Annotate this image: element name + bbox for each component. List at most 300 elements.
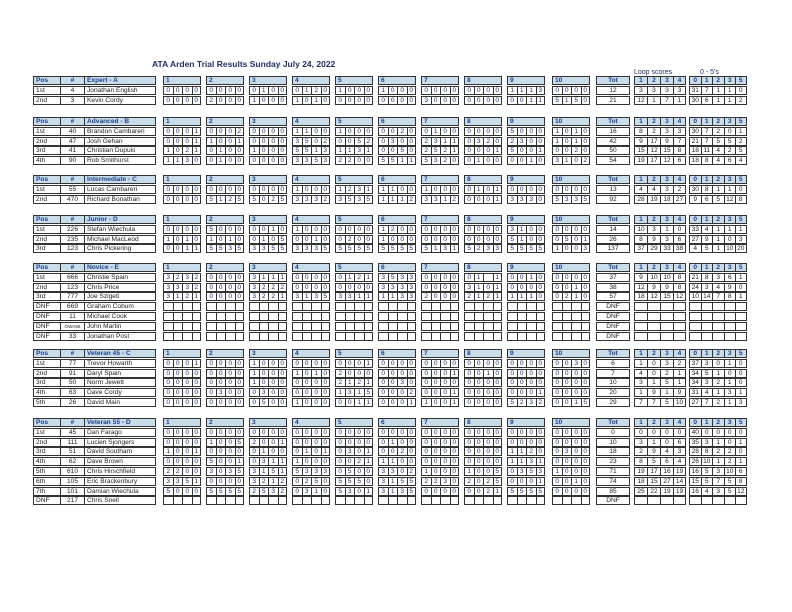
section-score: 3: [249, 244, 259, 253]
loop-score: 8: [673, 146, 686, 155]
rider-total: 74: [596, 477, 630, 486]
section-score: 1: [163, 235, 173, 244]
section-score: 3: [571, 195, 581, 204]
section-score: 0: [321, 438, 331, 447]
section-score: 3: [292, 292, 302, 301]
section-score: 0: [268, 127, 278, 136]
section-score: [345, 322, 355, 331]
fives-count: 27: [689, 398, 701, 407]
section-score: 0: [182, 457, 192, 466]
fives-count: 4: [701, 388, 713, 397]
loop-score: 1: [647, 438, 660, 447]
loop-score: 12: [647, 292, 660, 301]
section-score: 0: [335, 359, 345, 368]
fives-count: 27: [689, 235, 701, 244]
section-score: [321, 322, 331, 331]
section-score: 0: [192, 369, 202, 378]
rider-number: 90: [60, 156, 84, 165]
fives-count: 1: [712, 86, 724, 95]
section-score: 1: [493, 292, 503, 301]
section-score: 1: [571, 283, 581, 292]
section-score: [235, 322, 245, 331]
section-score: 1: [354, 292, 364, 301]
section-score: 0: [216, 283, 226, 292]
loop-score: 12: [634, 96, 647, 105]
section-score: 5: [268, 244, 278, 253]
section-score: 0: [431, 487, 441, 496]
section-score: 3: [249, 292, 259, 301]
rider-total: 20: [596, 388, 630, 397]
section-score: 0: [581, 127, 591, 136]
rider-number: 62: [60, 457, 84, 466]
fives-count: 4: [735, 156, 747, 165]
fives-header: 2: [712, 418, 724, 427]
section-score: 0: [378, 438, 388, 447]
section-score: 1: [192, 359, 202, 368]
section-header: 9: [507, 263, 545, 272]
section-score: 0: [571, 487, 581, 496]
section-header: 2: [206, 263, 244, 272]
loop-score: [634, 302, 647, 311]
section-header: 1: [163, 76, 201, 85]
section-score: 0: [493, 137, 503, 146]
section-score: 1: [450, 146, 460, 155]
section-score: 0: [235, 185, 245, 194]
section-score: 2: [259, 477, 269, 486]
loop-score: 38: [673, 244, 686, 253]
section-score: 2: [278, 283, 288, 292]
section-score: [235, 496, 245, 505]
section-score: 0: [507, 477, 517, 486]
section-score: 5: [206, 225, 216, 234]
section-score: 0: [571, 438, 581, 447]
section-score: 1: [562, 96, 572, 105]
section-score: 5: [388, 244, 398, 253]
fives-count: 5: [724, 137, 736, 146]
section-score: 5: [216, 487, 226, 496]
section-score: 0: [268, 447, 278, 456]
section-score: 0: [407, 428, 417, 437]
section-score: 0: [431, 359, 441, 368]
section-score: 3: [407, 292, 417, 301]
section-header: 6: [378, 175, 416, 184]
section-score: 2: [335, 156, 345, 165]
section-score: 3: [335, 292, 345, 301]
fives-count: 1: [735, 438, 747, 447]
section-score: 0: [225, 369, 235, 378]
fives-count: 1: [724, 359, 736, 368]
rider-name: John Martin: [84, 322, 156, 331]
section-score: 2: [321, 137, 331, 146]
section-score: 1: [536, 96, 546, 105]
section-score: 0: [450, 457, 460, 466]
rider-total: 42: [596, 137, 630, 146]
section-score: 0: [474, 359, 484, 368]
section-score: 0: [173, 398, 183, 407]
section-score: 0: [235, 283, 245, 292]
section-score: 1: [421, 467, 431, 476]
rider-total: DNF: [596, 332, 630, 341]
section-score: 0: [216, 369, 226, 378]
section-score: 0: [335, 225, 345, 234]
section-score: [249, 496, 259, 505]
section-score: 0: [173, 195, 183, 204]
section-score: 0: [278, 428, 288, 437]
section-score: 3: [354, 146, 364, 155]
number-header: #: [60, 175, 84, 184]
section-score: [249, 322, 259, 331]
fives-count: 0: [712, 428, 724, 437]
section-score: 0: [536, 273, 546, 282]
loop-score: 33: [660, 244, 673, 253]
section-score: 0: [206, 86, 216, 95]
section-score: 0: [526, 438, 536, 447]
section-score: 0: [483, 86, 493, 95]
rider-pos: 1st: [33, 86, 60, 95]
section-score: 0: [335, 428, 345, 437]
section-score: 0: [321, 127, 331, 136]
rider-name: Daryl Spain: [84, 369, 156, 378]
section-score: [552, 302, 562, 311]
section-score: 0: [192, 225, 202, 234]
section-score: 5: [235, 487, 245, 496]
section-score: 0: [345, 225, 355, 234]
total-header: Tot: [596, 215, 630, 224]
section-score: 0: [292, 273, 302, 282]
section-score: 0: [206, 146, 216, 155]
section-score: [421, 312, 431, 321]
section-score: 0: [259, 428, 269, 437]
section-score: 0: [235, 398, 245, 407]
section-score: 3: [182, 283, 192, 292]
fives-count: 35: [689, 438, 701, 447]
section-score: 0: [431, 398, 441, 407]
rider-number: 105: [60, 477, 84, 486]
section-score: 0: [552, 86, 562, 95]
rider-number: 55: [60, 185, 84, 194]
section-score: [335, 312, 345, 321]
section-score: 0: [474, 487, 484, 496]
section-score: [278, 302, 288, 311]
section-score: 0: [292, 447, 302, 456]
section-score: 5: [493, 477, 503, 486]
section-header: 3: [249, 175, 287, 184]
fives-count: 28: [689, 447, 701, 456]
section-score: 1: [552, 467, 562, 476]
section-score: 1: [536, 146, 546, 155]
section-score: [483, 312, 493, 321]
section-score: 3: [536, 86, 546, 95]
section-score: 2: [431, 477, 441, 486]
section-score: 0: [163, 185, 173, 194]
section-score: 3: [292, 244, 302, 253]
section-score: 0: [450, 156, 460, 165]
section-score: 0: [249, 185, 259, 194]
section-score: 0: [517, 273, 527, 282]
section-score: 5: [464, 244, 474, 253]
section-score: 0: [407, 96, 417, 105]
loop-score: 19: [673, 467, 686, 476]
rider-number: 4: [60, 86, 84, 95]
fives-count: 0: [724, 438, 736, 447]
section-score: [407, 496, 417, 505]
loop-score: [634, 332, 647, 341]
section-score: [354, 322, 364, 331]
section-score: 1: [536, 477, 546, 486]
section-score: 1: [216, 156, 226, 165]
rider-name: David Southam: [84, 447, 156, 456]
section-score: 1: [216, 195, 226, 204]
section-score: 0: [354, 225, 364, 234]
fives-header: 2: [712, 117, 724, 126]
total-header: Tot: [596, 117, 630, 126]
section-score: 0: [388, 398, 398, 407]
section-score: 2: [235, 127, 245, 136]
section-score: 0: [225, 378, 235, 387]
page-title: ATA Arden Trial Results Sunday July 24, 2022: [152, 59, 336, 69]
section-score: 0: [440, 235, 450, 244]
section-score: [354, 496, 364, 505]
fives-count: 5: [701, 244, 713, 253]
section-score: [397, 312, 407, 321]
section-score: [268, 322, 278, 331]
section-score: 0: [192, 96, 202, 105]
fives-count: 8: [701, 185, 713, 194]
section-header: 3: [249, 349, 287, 358]
section-score: 3: [407, 283, 417, 292]
section-score: [335, 332, 345, 341]
section-score: 0: [397, 388, 407, 397]
section-score: 1: [493, 146, 503, 155]
section-score: [378, 332, 388, 341]
loop-score: 3: [660, 86, 673, 95]
fives-count: 10: [689, 292, 701, 301]
rider-total: 92: [596, 195, 630, 204]
loop-score: 4: [634, 369, 647, 378]
section-score: [302, 302, 312, 311]
section-score: 0: [431, 369, 441, 378]
rider-name: David Main: [84, 398, 156, 407]
section-score: 0: [431, 428, 441, 437]
section-score: 0: [378, 428, 388, 437]
section-score: 3: [536, 467, 546, 476]
section-score: 0: [474, 235, 484, 244]
fives-header: 3: [724, 418, 736, 427]
fives-count: 0: [724, 369, 736, 378]
rider-number: 11: [60, 312, 84, 321]
section-score: 5: [335, 487, 345, 496]
section-score: [182, 322, 192, 331]
section-score: [378, 322, 388, 331]
section-score: 0: [581, 378, 591, 387]
loop-score: 19: [647, 195, 660, 204]
number-header: #: [60, 117, 84, 126]
section-score: [259, 312, 269, 321]
section-score: 0: [259, 146, 269, 155]
section-score: 0: [507, 96, 517, 105]
section-score: 0: [182, 137, 192, 146]
loop-header: 4: [673, 349, 686, 358]
section-score: [493, 332, 503, 341]
loop-score: 29: [647, 244, 660, 253]
rider-pos: 4th: [33, 457, 60, 466]
fives-count: [712, 312, 724, 321]
fives-count: 12: [724, 195, 736, 204]
section-score: 0: [407, 225, 417, 234]
section-score: 0: [216, 398, 226, 407]
section-score: 0: [421, 457, 431, 466]
section-score: 0: [354, 359, 364, 368]
section-score: 3: [225, 467, 235, 476]
section-header: 1: [163, 117, 201, 126]
section-score: 0: [173, 86, 183, 95]
section-score: 0: [440, 467, 450, 476]
section-score: 0: [552, 369, 562, 378]
section-score: 3: [302, 467, 312, 476]
loop-header: 3: [660, 117, 673, 126]
section-score: [354, 312, 364, 321]
section-header: 8: [464, 175, 502, 184]
section-header: 8: [464, 263, 502, 272]
section-score: 5: [345, 195, 355, 204]
section-score: 1: [259, 235, 269, 244]
fives-count: 0: [735, 359, 747, 368]
section-score: 0: [450, 428, 460, 437]
fives-count: 1: [724, 398, 736, 407]
section-score: 5: [259, 398, 269, 407]
section-score: 0: [493, 438, 503, 447]
section-score: 0: [216, 86, 226, 95]
section-score: 5: [407, 244, 417, 253]
section-score: 0: [345, 86, 355, 95]
section-score: 0: [182, 378, 192, 387]
section-score: 0: [345, 283, 355, 292]
section-score: 1: [571, 127, 581, 136]
section-score: [354, 332, 364, 341]
section-score: 0: [278, 185, 288, 194]
fives-count: 20: [735, 244, 747, 253]
section-score: 0: [268, 388, 278, 397]
section-score: 0: [292, 487, 302, 496]
section-score: 0: [321, 283, 331, 292]
section-score: 2: [182, 292, 192, 301]
section-score: 5: [507, 487, 517, 496]
section-score: 0: [552, 388, 562, 397]
section-score: 0: [249, 447, 259, 456]
section-score: 0: [268, 359, 278, 368]
rider-pos: DNF: [33, 302, 60, 311]
section-score: [192, 312, 202, 321]
section-score: 0: [311, 359, 321, 368]
section-score: 0: [235, 292, 245, 301]
loop-score: 5: [660, 398, 673, 407]
section-score: [517, 312, 527, 321]
section-score: 0: [464, 235, 474, 244]
section-score: [268, 302, 278, 311]
section-score: 0: [407, 378, 417, 387]
section-score: 0: [536, 127, 546, 136]
section-score: 0: [517, 127, 527, 136]
section-score: [163, 312, 173, 321]
section-score: 0: [225, 96, 235, 105]
section-score: 5: [354, 244, 364, 253]
fives-count: [724, 496, 736, 505]
rider-name: Michael MacLeod: [84, 235, 156, 244]
section-header: 1: [163, 215, 201, 224]
rider-total: 85: [596, 487, 630, 496]
fives-count: 5: [735, 146, 747, 155]
section-score: [493, 302, 503, 311]
section-score: 5: [388, 273, 398, 282]
section-score: 0: [440, 185, 450, 194]
fives-count: 37: [689, 359, 701, 368]
fives-count: 9: [724, 283, 736, 292]
section-score: 0: [483, 225, 493, 234]
section-score: 2: [278, 487, 288, 496]
section-score: 0: [206, 388, 216, 397]
fives-header: 3: [724, 349, 736, 358]
section-score: 5: [345, 467, 355, 476]
loop-score: 2: [660, 369, 673, 378]
section-score: 0: [464, 86, 474, 95]
loop-score: 6: [673, 438, 686, 447]
section-score: [378, 312, 388, 321]
fives-count: [735, 322, 747, 331]
section-score: 0: [507, 156, 517, 165]
section-score: 1: [192, 137, 202, 146]
section-score: 0: [278, 146, 288, 155]
section-score: 0: [581, 225, 591, 234]
section-score: 0: [407, 359, 417, 368]
loop-header: 3: [660, 349, 673, 358]
section-score: 3: [182, 156, 192, 165]
section-score: 0: [354, 283, 364, 292]
total-header: Tot: [596, 349, 630, 358]
fives-count: 34: [689, 378, 701, 387]
loop-score: 0: [660, 438, 673, 447]
section-score: 0: [182, 388, 192, 397]
section-score: 0: [345, 137, 355, 146]
section-score: 1: [507, 447, 517, 456]
section-score: 5: [302, 146, 312, 155]
section-score: 0: [268, 185, 278, 194]
section-score: 0: [440, 457, 450, 466]
section-score: [431, 332, 441, 341]
section-score: 1: [206, 235, 216, 244]
section-score: 0: [431, 378, 441, 387]
fives-count: 1: [712, 225, 724, 234]
rider-total: 12: [596, 86, 630, 95]
fives-header: 5: [735, 76, 747, 85]
section-score: 0: [421, 283, 431, 292]
section-score: 5: [397, 244, 407, 253]
rider-total: 54: [596, 156, 630, 165]
fives-count: [724, 312, 736, 321]
section-score: 0: [182, 447, 192, 456]
section-score: 1: [259, 447, 269, 456]
section-score: 1: [526, 96, 536, 105]
section-score: 3: [216, 388, 226, 397]
section-score: 0: [464, 487, 474, 496]
section-score: 0: [173, 146, 183, 155]
loop-score: 0: [673, 225, 686, 234]
section-score: 5: [507, 398, 517, 407]
section-score: 0: [562, 428, 572, 437]
section-score: [216, 312, 226, 321]
section-score: 0: [206, 359, 216, 368]
section-score: 0: [225, 137, 235, 146]
section-score: 0: [507, 467, 517, 476]
